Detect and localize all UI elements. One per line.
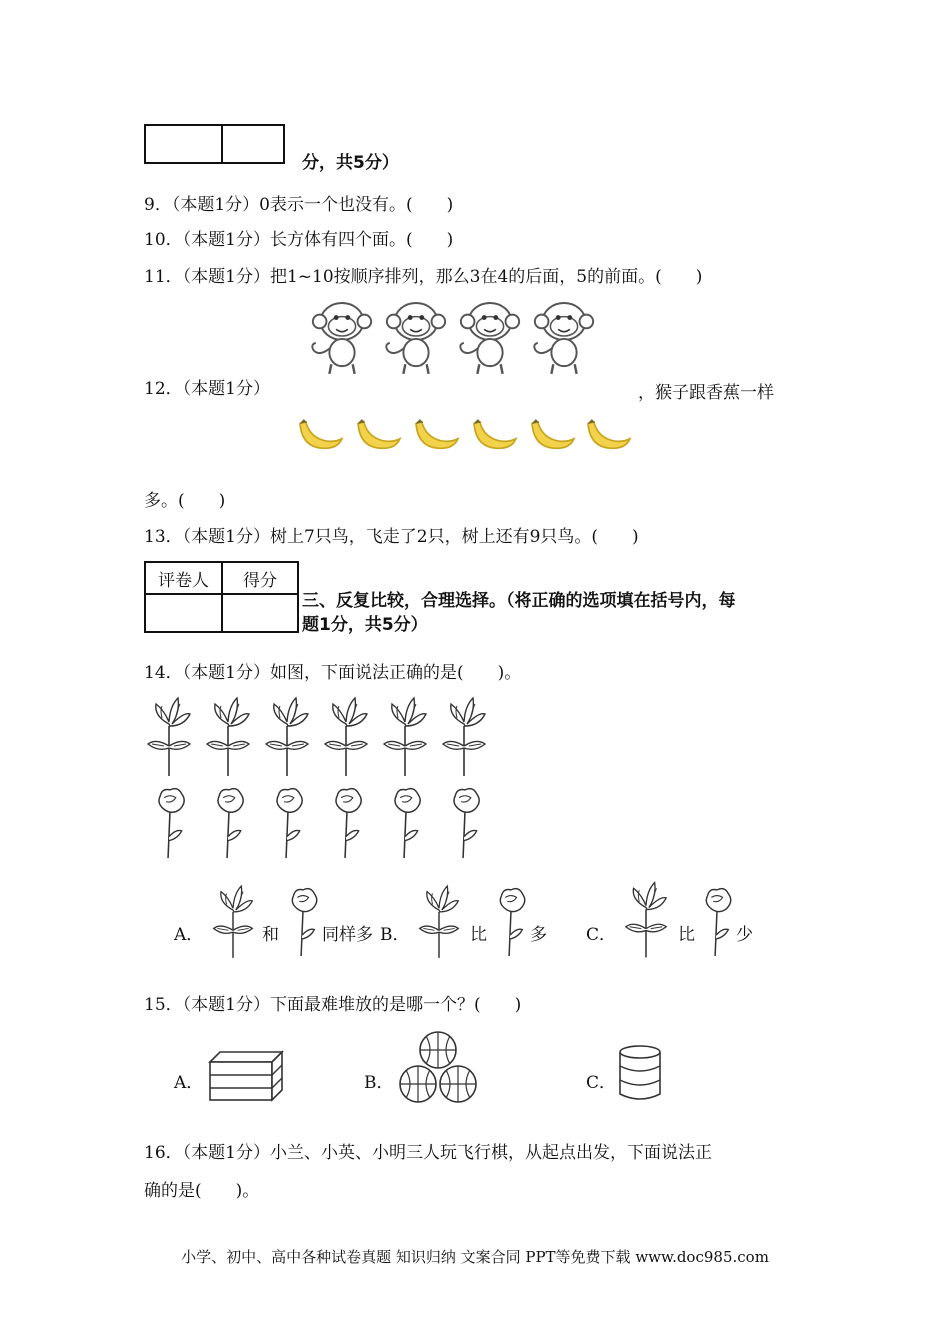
short-flower-icon xyxy=(447,786,483,860)
monkey-icon xyxy=(530,298,598,376)
short-flower-icon xyxy=(700,886,734,958)
banana-icon xyxy=(470,416,518,454)
question-16-line1: 16．（本题1分）小兰、小英、小明三人玩飞行棋，从起点出发，下面说法正 xyxy=(144,1143,712,1163)
section3-line1: 三、反复比较，合理选择。（将正确的选项填在括号内，每 xyxy=(302,591,736,611)
question-15: 15．（本题1分）下面最难堆放的是哪一个？( ) xyxy=(144,995,522,1015)
tall-flower-icon xyxy=(416,884,462,960)
tall-flower-icon xyxy=(203,696,253,778)
option-c-label: C． xyxy=(586,1073,617,1093)
option-c-tail: 少 xyxy=(736,925,753,945)
section3-title xyxy=(302,589,736,637)
score-cell[interactable] xyxy=(222,125,284,163)
banana-icon xyxy=(528,416,576,454)
option-b-tail: 多 xyxy=(530,925,547,945)
tall-flower-icon xyxy=(144,696,194,778)
option-a-label: A． xyxy=(174,1073,204,1093)
short-flower-icon xyxy=(494,886,528,958)
option-b-label: B． xyxy=(380,925,410,945)
score-header: 得分 xyxy=(222,562,298,594)
question-9: 9．（本题1分）0表示一个也没有。( ) xyxy=(144,195,454,215)
option-c-mid: 比 xyxy=(678,925,695,945)
option-a-tail: 同样多 xyxy=(322,925,373,945)
tall-flower-icon xyxy=(622,880,670,960)
question-10: 10．（本题1分）长方体有四个面。( ) xyxy=(144,230,454,250)
question-12-end: 多。( ) xyxy=(144,491,226,511)
score-table-top xyxy=(144,124,285,164)
grader-cell[interactable] xyxy=(145,594,222,632)
short-flower-icon xyxy=(270,786,306,860)
tall-flower-icon xyxy=(439,696,489,778)
banana-icon xyxy=(584,416,632,454)
question-14: 14．（本题1分）如图，下面说法正确的是( )。 xyxy=(144,663,522,683)
banana-icon xyxy=(412,416,460,454)
short-flower-icon xyxy=(211,786,247,860)
banana-icon xyxy=(354,416,402,454)
short-flower-icon xyxy=(152,786,188,860)
short-flower-icon xyxy=(388,786,424,860)
short-flower-icon xyxy=(286,886,320,958)
section3-line2: 题1分，共5分） xyxy=(302,615,428,635)
section2-tail: 分，共5分） xyxy=(302,153,399,173)
question-12-suffix: ，猴子跟香蕉一样 xyxy=(638,383,774,403)
cylinder-stack-icon xyxy=(618,1044,662,1102)
question-12-prefix: 12．（本题1分） xyxy=(144,379,270,399)
tall-flower-icon xyxy=(262,696,312,778)
tall-flower-icon xyxy=(321,696,371,778)
score-cell[interactable] xyxy=(222,594,298,632)
grader-cell[interactable] xyxy=(145,125,222,163)
monkey-icon xyxy=(308,298,376,376)
option-b-label: B． xyxy=(364,1073,394,1093)
question-13: 13．（本题1分）树上7只鸟，飞走了2只，树上还有9只鸟。( ) xyxy=(144,527,639,547)
question-16-line2: 确的是( )。 xyxy=(144,1181,260,1201)
grader-header: 评卷人 xyxy=(145,562,222,594)
tall-flower-icon xyxy=(210,884,256,960)
option-b-mid: 比 xyxy=(470,925,487,945)
basketballs-icon xyxy=(396,1030,480,1106)
banana-icon xyxy=(296,416,344,454)
option-a-label: A． xyxy=(174,925,204,945)
question-11: 11．（本题1分）把1~10按顺序排列，那么3在4的后面，5的前面。( ) xyxy=(144,267,703,287)
option-c-label: C． xyxy=(586,925,617,945)
score-table-section3 xyxy=(144,561,299,633)
stacked-box-icon xyxy=(206,1050,286,1102)
page-footer: 小学、初中、高中各种试卷真题 知识归纳 文案合同 PPT等免费下载 www.doc985.com xyxy=(181,1248,769,1266)
monkey-icon xyxy=(456,298,524,376)
option-a-mid: 和 xyxy=(262,925,279,945)
monkey-icon xyxy=(382,298,450,376)
tall-flower-icon xyxy=(380,696,430,778)
short-flower-icon xyxy=(329,786,365,860)
